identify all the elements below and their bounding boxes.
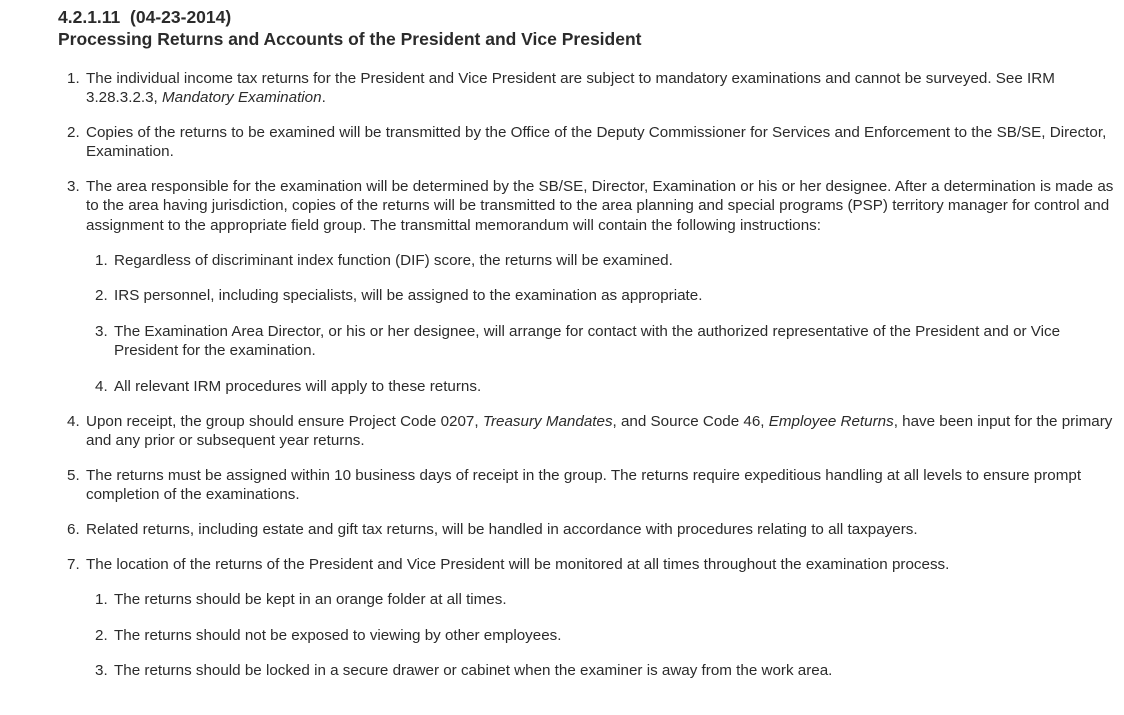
list-item-text (86, 412, 1118, 451)
list-item-text (86, 520, 1118, 539)
sub-list-item-text: The returns should be locked in a secure drawer or cabinet when the examiner is away from the work area. (114, 662, 833, 680)
sub-list (86, 251, 1118, 397)
sub-list-item (86, 286, 1118, 305)
text-run: . (321, 89, 326, 107)
list-item-number: 3. (67, 178, 80, 196)
sub-list-item-number: 2. (95, 287, 108, 305)
list-item (58, 123, 1118, 162)
list-item (58, 520, 1118, 539)
sub-list-item-text: The returns should be kept in an orange folder at all times. (114, 590, 507, 608)
section-title: Processing Returns and Accounts of the President and Vice President (58, 29, 642, 49)
text-run: Upon receipt, the group should ensure Project Code 0207, (86, 413, 483, 431)
text-run: The individual income tax returns for the President and Vice President are subject to mandatory examinations and cannot be surveyed. See IRM 3.28.3.2.3, (86, 70, 1055, 107)
list-item (58, 466, 1118, 505)
sub-list-item-number: 4. (95, 378, 108, 396)
list-item-number: 5. (67, 467, 80, 485)
sub-list-item-number: 2. (95, 626, 108, 644)
list-item-text (86, 69, 1118, 108)
list-item-number: 4. (67, 413, 80, 431)
text-run: The area responsible for the examination will be determined by the SB/SE, Director, Examination or his or her designee. After a determination is made as to the area having jurisdiction, copies of the returns will be transmitted to the area planning and special programs (PSP) territory manager for control and assignment to the appropriate field group. The transmittal memorandum will contain the following instructions: (86, 178, 1114, 234)
sub-list-item (86, 626, 1118, 645)
list-item-number: 7. (67, 556, 80, 574)
list-item-number: 6. (67, 521, 80, 539)
text-run: , have been input for the primary and any prior or subsequent year returns. (86, 413, 1113, 450)
list-item (58, 177, 1118, 396)
text-run: Related returns, including estate and gift tax returns, will be handled in accordance with procedures relating to all taxpayers. (86, 521, 918, 539)
sub-list-item-number: 1. (95, 590, 108, 608)
sub-list-item (86, 590, 1118, 609)
cited-title: Treasury Mandates (482, 413, 613, 431)
sub-list-item-text: IRS personnel, including specialists, will be assigned to the examination as appropriate. (114, 287, 703, 305)
list-item (58, 69, 1118, 108)
list-item-text (86, 123, 1118, 162)
section-number: 4.2.1.11 (58, 7, 121, 27)
sub-list-item (86, 661, 1118, 680)
sub-list-item-number: 3. (95, 662, 108, 680)
section-date: (04-23-2014) (130, 7, 232, 27)
procedure-list (58, 69, 1118, 681)
text-run: The returns must be assigned within 10 business days of receipt in the group. The returns require expeditious handling at all levels to ensure prompt completion of the examinations. (86, 467, 1082, 504)
document (58, 6, 1118, 696)
list-item (58, 412, 1118, 451)
sub-list-item-text: Regardless of discriminant index function (DIF) score, the returns will be examined. (114, 251, 673, 269)
sub-list-item (86, 251, 1118, 270)
text-run: The location of the returns of the President and Vice President will be monitored at all times throughout the examination process. (86, 556, 950, 574)
list-item-text (86, 466, 1118, 505)
section-number-line (58, 6, 1118, 28)
sub-list-item-text: All relevant IRM procedures will apply to these returns. (114, 378, 482, 396)
sub-list-item-text: The returns should not be exposed to viewing by other employees. (114, 626, 562, 644)
sub-list-item-number: 1. (95, 251, 108, 269)
list-item (58, 555, 1118, 681)
sub-list-item-text: The Examination Area Director, or his or her designee, will arrange for contact with the authorized representative of the President and or Vice President for the examination. (114, 323, 1061, 360)
text-run: Copies of the returns to be examined will be transmitted by the Office of the Deputy Commissioner for Services and Enforcement to the SB/SE, Director, Examination. (86, 124, 1107, 161)
list-item-text (86, 555, 1118, 574)
sub-list-item (86, 377, 1118, 396)
cited-title: Mandatory Examination (162, 89, 322, 107)
cited-title: Employee Returns (768, 413, 894, 431)
sub-list (86, 590, 1118, 681)
sub-list-item-number: 3. (95, 323, 108, 341)
sub-list-item (86, 322, 1118, 361)
text-run: , and Source Code 46, (612, 413, 769, 431)
list-item-text (86, 177, 1118, 235)
list-item-number: 2. (67, 124, 80, 142)
section-heading (58, 6, 1118, 50)
list-item-number: 1. (67, 70, 80, 87)
